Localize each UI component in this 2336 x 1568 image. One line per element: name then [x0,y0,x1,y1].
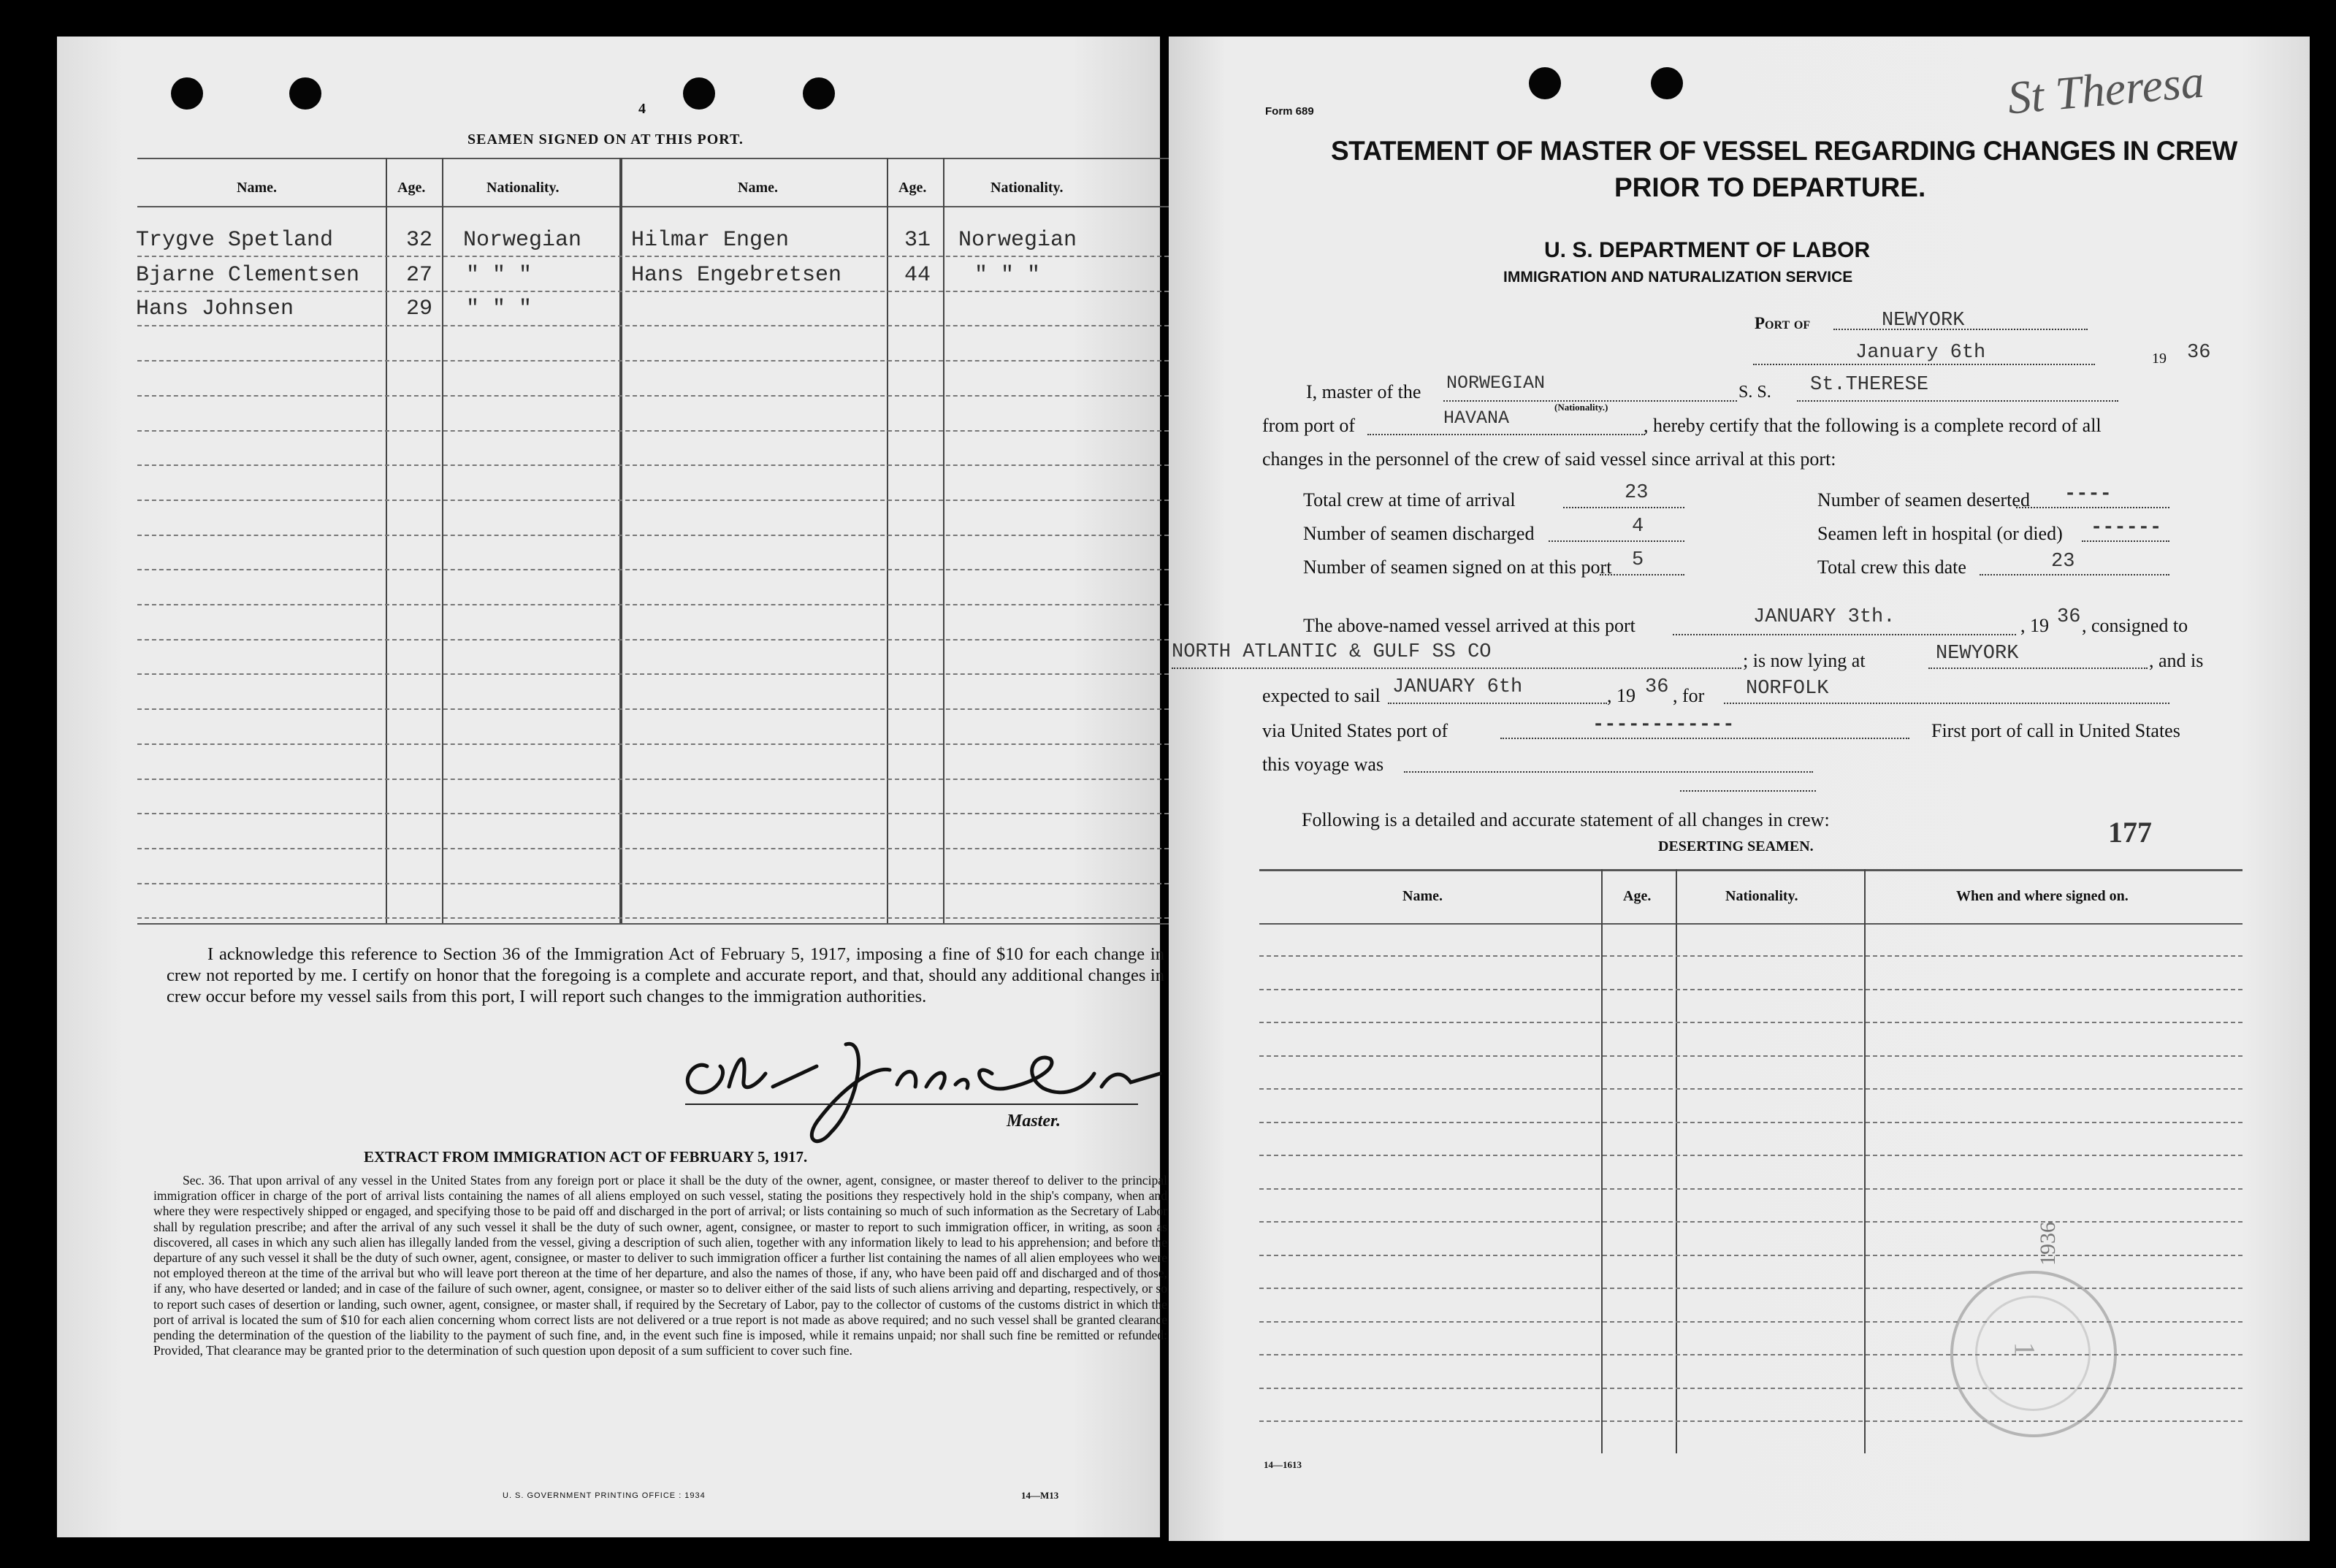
via-label: via United States port of [1262,720,1448,741]
year-value: 36 [2187,342,2211,364]
table-rule [1259,1055,2243,1057]
service: IMMIGRATION AND NATURALIZATION SERVICE [1503,269,1853,286]
extract-text: Sec. 36. That upon arrival of any vessel in the United States from any foreign port or place it shall be the duty of the owner, agent, consignee, or master thereof to deliver to the principal immigration officer in charge of the port of arrival lists containing the names of all aliens employed on such vessel, stating the positions they respectively hold in the ship's company, when and where they were respectively shipped or engaged, and specifying those to be paid off and discharged in the port of arrival; or lists containing so much of such information as the Secretary of Labor shall by regulation prescribe; and after the arrival of any such vessel it shall be the duty of such owner, agent, consignee, or master to report to such immigration officer, in writing, as soon as discovered, all cases in which any such alien has illegally landed from the vessel, giving a description of such alien, together with any information likely to lead to his apprehension; and before the departure of any such vessel it shall be the duty of such owner, agent, consignee, or master to deliver to such immigration officer a further list containing the names of all alien employees who were not employed thereon at the time of the arrival but who will leave port thereon at the time of her departure, and also the names of those, if any, who have been paid off and discharged and of those, if any, who have deserted or landed; and in case of the failure of such owner, agent, consignee, or master so to deliver either of the said lists of such aliens arriving and departing, respectively, or so to report such cases of desertion or landing, such owner, agent, consignee, or master shall, if required by the Secretary of Labor, pay to the collector of customs of the customs district in which the port of arrival is located the sum of $10 for each alien concerning whom correct lists are not delivered or a true report is not made as above required; and no such vessel shall be granted clearance pending the determination of the question of the liability to the payment of such fine, and, in the event such fine is imposed, while it remains unpaid; nor shall such fine be remitted or refunded: Provided, That clearance may be granted prior to the determination of such question upon deposit of a sum sufficient to cover such fine. [153,1173,1167,1358]
seaman-nationality: Norwegian [463,228,582,253]
table-rule [137,360,1169,362]
punch-hole [171,77,203,110]
column-divider [442,158,443,923]
arrived-year: 36 [2057,606,2081,628]
column-divider [386,158,387,923]
and-is: , and is [2149,650,2204,671]
seaman-nationality: " " " [974,263,1041,288]
consignee-line [1172,668,1741,669]
consigned-label: , consigned to [2082,615,2188,636]
seaman-age: 31 [904,228,931,253]
arrived-line [1673,634,2016,635]
table-rule [1259,989,2243,990]
expected-label: expected to sail [1262,685,1381,706]
total-crew-date-label: Total crew this date [1817,557,1966,578]
for-value: NORFOLK [1746,678,1829,700]
consignee-value: NORTH ATLANTIC & GULF SS CO [1172,641,1492,663]
table-rule [1259,1022,2243,1023]
punch-hole [1651,67,1683,99]
table-rule [137,848,1169,849]
first-port-label: First port of call in United States [1931,720,2180,741]
table-rule [137,500,1169,501]
column-header-name: Name. [1402,888,1443,904]
column-divider [1601,869,1603,1453]
seaman-age: 27 [406,263,433,288]
immigration-stamp: 1 [1950,1271,2117,1437]
master-label: Master. [1007,1112,1061,1131]
expected-line [1388,703,1607,704]
table-rule [137,673,1169,675]
total-crew-arrival-label: Total crew at time of arrival [1303,489,1516,510]
form-title-2: PRIOR TO DEPARTURE. [1614,172,1926,202]
form-number: Form 689 [1265,105,1314,118]
date-line [1753,364,2095,365]
table-rule [1259,1155,2243,1156]
for-label: , for [1673,685,1705,706]
year-prefix: 19 [2152,351,2167,367]
vessel-value: St.THERESE [1810,374,1929,396]
seaman-name: Hans Johnsen [136,297,294,321]
section-title: SEAMEN SIGNED ON AT THIS PORT. [467,131,744,148]
seaman-age: 32 [406,228,433,253]
discharged-line [1549,540,1684,542]
hospital-value: ------ [2091,517,2162,539]
table-rule [137,883,1169,884]
port-label: Port of [1755,314,1811,332]
column-header-nationality: Nationality. [486,180,560,196]
nationality-value: NORWEGIAN [1446,372,1546,394]
from-port-label: from port of [1262,415,1356,436]
column-header-age: Age. [397,180,426,196]
seaman-nationality: Norwegian [958,228,1077,253]
punch-hole [683,77,715,110]
expected-value: JANUARY 6th [1392,676,1523,698]
table-rule [137,604,1169,605]
signed-on-label: Number of seamen signed on at this port [1303,557,1612,578]
column-header-nationality: Nationality. [1725,888,1798,904]
discharged-label: Number of seamen discharged [1303,523,1535,544]
deserting-table-header-border [1259,923,2243,925]
column-header-age: Age. [898,180,927,196]
column-header-nationality: Nationality. [990,180,1064,196]
table-rule [137,743,1169,745]
certify-text: , hereby certify that the following is a complete record of all [1644,415,2102,436]
extract-title: EXTRACT FROM IMMIGRATION ACT OF FEBRUARY 5, 1917. [364,1148,808,1166]
hospital-label: Seamen left in hospital (or died) [1817,523,2063,544]
seaman-nationality: " " " [466,263,533,288]
page-number: 4 [638,101,646,117]
deserted-line [2016,507,2169,508]
deserted-label: Number of seamen deserted [1817,489,2030,510]
table-rule [137,430,1169,432]
table-rule [137,325,1169,326]
form-code: 14—1613 [1264,1459,1302,1470]
table-rule [1259,1288,2243,1289]
deserted-value: ---- [2064,483,2112,505]
total-crew-date-value: 23 [2051,551,2075,573]
for-line [1724,703,2169,704]
arrived-label: The above-named vessel arrived at this port [1303,615,1635,636]
from-port-value: HAVANA [1443,408,1510,429]
lying-line [1928,668,2148,669]
punch-hole [289,77,321,110]
total-crew-arrival-value: 23 [1625,482,1649,504]
changes-text: changes in the personnel of the crew of said vessel since arrival at this port: [1262,448,1836,470]
expected-year-prefix: , 19 [1607,685,1635,706]
column-header-name: Name. [237,180,277,196]
seaman-name: Trygve Spetland [136,228,334,253]
table-rule [1259,1122,2243,1123]
voyage-line [1404,771,1813,773]
table-rule [137,813,1169,814]
hospital-line [2082,540,2169,542]
voyage-label: this voyage was [1262,754,1384,775]
table-rule [137,569,1169,570]
column-divider [1864,869,1866,1453]
punch-hole [803,77,835,110]
master-signature [627,1015,1182,1161]
table-rule [137,535,1169,536]
stamp-year: 1936 [2036,1222,2060,1266]
sheet-number: 177 [2108,816,2152,849]
column-divider [619,158,622,923]
column-header-when-where: When and where signed on. [1956,888,2129,904]
total-crew-date-line [1980,574,2169,575]
department: U. S. DEPARTMENT OF LABOR [1544,238,1871,262]
seaman-name: Bjarne Clementsen [136,263,360,288]
column-header-name: Name. [738,180,778,196]
handwritten-annotation: St Theresa [2005,55,2207,124]
deserting-table-top [1259,869,2243,871]
from-port-line [1367,434,1645,435]
table-rule [1259,955,2243,957]
arrived-value: JANUARY 3th. [1753,606,1896,628]
acknowledgement-text: I acknowledge this reference to Section 36 of the Immigration Act of February 5, 1917, imposing a fine of $10 for each change in crew not reported by me. I certify on honor that the foregoing is a complete and accurate report, and that, should any additional changes in crew occur before my vessel sails from this port, I will report such changes to the immigration authorities. [167,944,1164,1006]
vessel-line [1797,400,2118,402]
via-value: ------------ [1592,714,1735,736]
seaman-name: Hans Engebretsen [631,263,842,288]
column-divider [1676,869,1677,1453]
seaman-age: 44 [904,263,931,288]
table-rule [137,639,1169,640]
via-line [1500,738,1909,739]
table-rule [137,256,1169,257]
table-rule [1259,1420,2243,1422]
table-header-border [137,206,1169,207]
table-rule [1259,1221,2243,1223]
right-page [1169,37,2310,1541]
voyage-line-2 [1680,790,1816,792]
printer-imprint: U. S. GOVERNMENT PRINTING OFFICE : 1934 [503,1491,706,1500]
seaman-nationality: " " " [466,297,533,321]
table-top-border [137,158,1169,159]
signed-on-line [1600,574,1684,575]
discharged-value: 4 [1632,516,1644,538]
ss-label: S. S. [1738,383,1771,402]
deserting-title: DESERTING SEAMEN. [1658,838,1814,854]
seaman-age: 29 [406,297,433,321]
table-rule [1259,1188,2243,1190]
table-rule [137,395,1169,397]
table-rule [1259,1088,2243,1090]
total-crew-arrival-line [1563,507,1684,508]
form-code: 14—M13 [1021,1490,1059,1501]
left-page [57,37,1167,1537]
table-rule [137,708,1169,710]
table-rule [137,917,1169,919]
column-header-age: Age. [1623,888,1652,904]
expected-year: 36 [1645,676,1669,698]
column-divider [887,158,888,923]
lying-value: NEWYORK [1936,643,2019,665]
port-value: NEWYORK [1882,310,1965,332]
column-divider [943,158,944,923]
nationality-caption: (Nationality.) [1554,402,1608,413]
table-rule [137,464,1169,466]
master-of-label: I, master of the [1306,381,1421,402]
table-rule [1259,1255,2243,1256]
following-text: Following is a detailed and accurate statement of all changes in crew: [1302,809,1830,830]
seaman-name: Hilmar Engen [631,228,790,253]
form-title: STATEMENT OF MASTER OF VESSEL REGARDING CHANGES IN CREW [1331,136,2237,166]
punch-hole [1529,67,1561,99]
lying-label: ; is now lying at [1743,650,1866,671]
table-rule [137,291,1169,292]
date-value: January 6th [1855,342,1986,364]
signed-on-value: 5 [1632,549,1644,571]
arrived-year-prefix: , 19 [2020,615,2049,636]
table-bottom-border [137,923,1169,925]
table-rule [137,779,1169,780]
